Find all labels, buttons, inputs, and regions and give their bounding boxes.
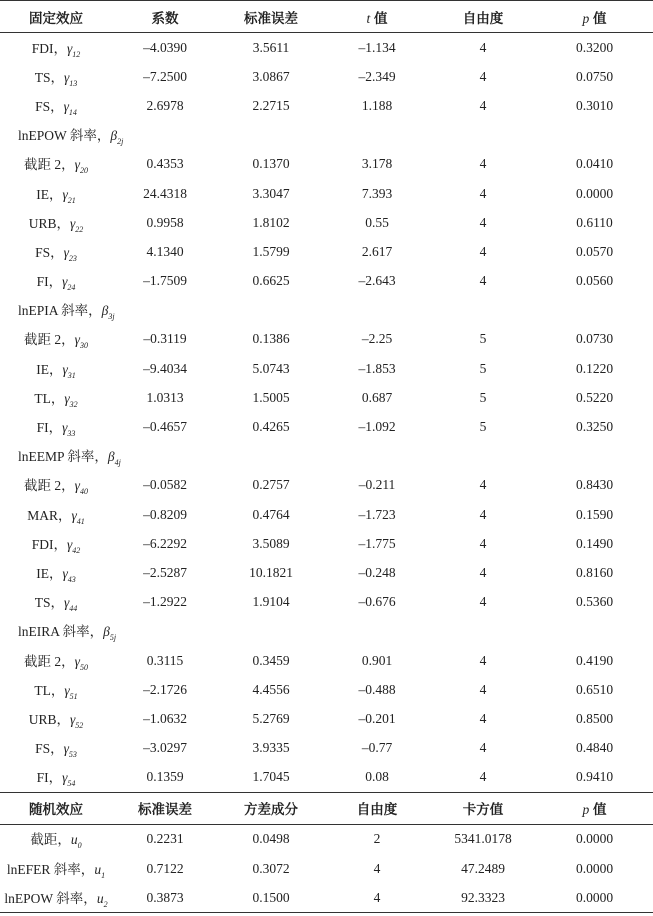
row-label: [0, 91, 112, 120]
value-cell: 4: [479, 185, 487, 201]
value-cell: 0.6510: [575, 681, 614, 697]
group-title-row: [0, 442, 653, 471]
row-subscript: 40: [79, 487, 88, 497]
value-cell: 92.3323: [430, 883, 536, 913]
value-cell: –1.723: [358, 506, 396, 522]
value-cell: 0.3873: [112, 883, 218, 913]
group-title: [0, 617, 653, 646]
value-cell: 0.0570: [575, 243, 614, 259]
value-cell: 0.687: [361, 389, 393, 405]
row-symbol: γ: [63, 69, 70, 85]
table-row: [0, 179, 653, 208]
row-label-text: TS，: [34, 69, 64, 85]
row-symbol: γ: [69, 215, 76, 231]
group-symbol: β: [103, 624, 110, 640]
group-title: [0, 442, 653, 471]
group-subscript: 2j: [117, 137, 124, 147]
group-title-text: lnEPIA 斜率，: [18, 303, 102, 319]
fixed-header-suffix: 值: [374, 10, 388, 26]
row-subscript: 1: [101, 870, 106, 880]
row-symbol: γ: [63, 741, 69, 757]
value-cell: 4: [479, 681, 487, 697]
table-row: [0, 824, 653, 854]
row-subscript: 2: [103, 899, 108, 909]
value-cell: 2.617: [361, 243, 393, 259]
group-subscript: 3j: [108, 312, 115, 322]
group-title-row: [0, 121, 653, 150]
value-cell: –3.0297: [143, 740, 187, 756]
row-subscript: 22: [75, 224, 84, 234]
value-cell: 4: [324, 883, 430, 913]
row-label-text: IE，: [36, 565, 63, 581]
value-cell: 5341.0178: [454, 831, 512, 847]
row-symbol: γ: [62, 420, 68, 436]
value-cell: –0.4657: [143, 419, 187, 435]
group-symbol: β: [110, 128, 118, 144]
table-row: [0, 883, 653, 913]
group-title-text: lnEIRA 斜率，: [18, 624, 104, 640]
row-label: [0, 150, 112, 179]
value-cell: 0.3459: [252, 652, 290, 668]
row-label: [0, 824, 112, 854]
value-cell: 0.1490: [575, 535, 614, 551]
value-cell: –2.25: [361, 331, 393, 347]
row-symbol: γ: [63, 595, 70, 611]
value-cell: 0.0560: [575, 273, 614, 289]
value-cell: –2.5287: [143, 564, 187, 580]
value-cell: 0.6625: [252, 273, 290, 289]
value-cell: 3.0867: [252, 68, 290, 84]
row-label: [0, 325, 112, 354]
row-label: [0, 500, 112, 529]
value-cell: 2.2715: [252, 97, 290, 113]
row-label-text: lnEFER 斜率，: [6, 861, 95, 877]
fixed-header-cell: [536, 1, 653, 33]
row-label-text: IE，: [36, 186, 63, 202]
random-header-suffix: 值: [593, 802, 607, 818]
value-cell: 0.4840: [575, 740, 614, 756]
row-symbol: u: [94, 861, 102, 877]
row-subscript: 44: [69, 604, 78, 614]
row-subscript: 43: [67, 574, 76, 584]
row-label-text: 截距 2，: [24, 332, 75, 348]
row-label: [0, 763, 112, 793]
row-label: [0, 883, 112, 913]
value-cell: 3.3047: [252, 185, 290, 201]
value-cell: 0.0000: [575, 185, 614, 201]
row-subscript: 12: [72, 49, 81, 59]
table-row: [0, 325, 653, 354]
table-row: [0, 354, 653, 383]
table-row: [0, 854, 653, 883]
row-subscript: 24: [67, 283, 76, 293]
value-cell: 0.6110: [576, 214, 613, 230]
value-cell: 3.5611: [252, 39, 290, 55]
row-label: [0, 179, 112, 208]
value-cell: 4: [479, 506, 487, 522]
row-symbol: γ: [63, 98, 69, 114]
row-label: [0, 588, 112, 617]
random-header-var: p: [582, 802, 590, 818]
row-subscript: 41: [76, 516, 85, 526]
value-cell: 0.1590: [575, 506, 614, 522]
table-row: [0, 646, 653, 675]
value-cell: 0.3250: [575, 419, 614, 435]
group-symbol: β: [101, 303, 109, 319]
fixed-header-cell: 系数: [112, 1, 218, 33]
group-title-text: lnEEMP 斜率，: [18, 449, 108, 465]
fixed-header-suffix: 值: [593, 10, 607, 26]
value-cell: 0.9410: [575, 769, 614, 785]
value-cell: –1.7509: [143, 273, 187, 289]
value-cell: –0.488: [358, 681, 396, 697]
table-row: [0, 529, 653, 558]
value-cell: 24.4318: [143, 185, 187, 201]
row-subscript: 23: [68, 253, 77, 263]
value-cell: 0.4265: [252, 419, 290, 435]
fixed-header-cell: [324, 1, 430, 33]
value-cell: 4: [479, 273, 487, 289]
value-cell: 0.5360: [575, 594, 614, 610]
row-label-text: 截距 2，: [24, 478, 75, 494]
value-cell: 0.1500: [218, 883, 324, 913]
value-cell: 0.4190: [575, 652, 614, 668]
value-cell: 0.3072: [252, 860, 290, 876]
table-row: [0, 383, 653, 412]
row-symbol: u: [70, 832, 78, 848]
value-cell: 0.8160: [575, 564, 614, 580]
group-symbol: β: [107, 449, 115, 465]
value-cell: 5.0743: [252, 360, 290, 376]
value-cell: –0.0582: [143, 477, 187, 493]
value-cell: –0.676: [358, 594, 396, 610]
value-cell: 1.5005: [252, 389, 290, 405]
row-subscript: 52: [75, 720, 84, 730]
value-cell: 2: [373, 831, 381, 847]
random-header-row: [0, 792, 653, 824]
table-row: [0, 33, 653, 63]
table-row: [0, 62, 653, 91]
row-subscript: 20: [79, 166, 88, 176]
table-row: [0, 150, 653, 179]
row-label-text: FS，: [35, 98, 64, 114]
row-symbol: γ: [74, 653, 80, 669]
row-symbol: γ: [66, 40, 73, 56]
table-row: [0, 734, 653, 763]
row-symbol: γ: [74, 157, 80, 173]
table-row: [0, 588, 653, 617]
value-cell: 5: [479, 331, 487, 347]
row-label: [0, 383, 112, 412]
value-cell: 0.1370: [252, 156, 290, 172]
row-symbol: γ: [63, 244, 69, 260]
row-label-text: FI，: [36, 770, 63, 786]
value-cell: –2.643: [358, 273, 396, 289]
value-cell: 4: [479, 769, 487, 785]
row-label: [0, 558, 112, 587]
table-row: [0, 208, 653, 237]
row-subscript: 30: [79, 341, 88, 351]
value-cell: 0.4353: [146, 156, 184, 172]
row-subscript: 31: [67, 370, 76, 380]
value-cell: 0.8430: [575, 477, 614, 493]
value-cell: 0.901: [361, 652, 393, 668]
value-cell: –7.2500: [143, 68, 187, 84]
random-header-cell: 卡方值: [430, 792, 536, 824]
value-cell: 4: [479, 564, 487, 580]
value-cell: 4: [479, 243, 487, 259]
value-cell: 0.4764: [252, 506, 290, 522]
value-cell: 4: [479, 39, 487, 55]
value-cell: 4: [479, 214, 487, 230]
table-row: [0, 675, 653, 704]
value-cell: –2.1726: [143, 681, 187, 697]
value-cell: 0.9958: [146, 214, 184, 230]
row-label-text: FS，: [35, 244, 64, 260]
row-subscript: 0: [77, 841, 82, 851]
group-subscript: 5j: [109, 633, 117, 643]
row-label: [0, 734, 112, 763]
row-label-text: FI，: [36, 274, 63, 290]
value-cell: –9.4034: [143, 360, 187, 376]
row-symbol: γ: [64, 390, 70, 406]
group-title-row: [0, 617, 653, 646]
row-symbol: γ: [62, 361, 68, 377]
row-subscript: 21: [67, 195, 76, 205]
table-row: [0, 471, 653, 500]
table-row: [0, 91, 653, 120]
value-cell: 4: [479, 97, 487, 113]
value-cell: 5: [479, 389, 487, 405]
value-cell: 0.0730: [575, 331, 614, 347]
row-label: [0, 33, 112, 63]
value-cell: 1.0313: [146, 389, 184, 405]
row-label-text: MAR，: [27, 507, 72, 523]
group-title: [0, 296, 653, 325]
random-header-cell: 标准误差: [112, 792, 218, 824]
value-cell: –6.2292: [143, 535, 187, 551]
value-cell: 5: [479, 360, 487, 376]
group-title: [0, 121, 653, 150]
value-cell: 1.9104: [252, 594, 290, 610]
value-cell: 0.08: [365, 769, 389, 785]
value-cell: 0.5220: [575, 389, 614, 405]
row-label: [0, 854, 112, 883]
value-cell: 0.1220: [575, 360, 614, 376]
row-label: [0, 267, 112, 296]
value-cell: 0.3115: [146, 652, 184, 668]
fixed-header-cell: 自由度: [430, 1, 536, 33]
row-symbol: γ: [69, 711, 76, 727]
value-cell: 4: [479, 740, 487, 756]
row-label-text: FI，: [36, 420, 63, 436]
row-symbol: γ: [62, 770, 68, 786]
row-label: [0, 62, 112, 91]
row-label: [0, 529, 112, 558]
group-subscript: 4j: [114, 458, 121, 468]
row-symbol: γ: [64, 682, 70, 698]
value-cell: –4.0390: [143, 39, 187, 55]
value-cell: 5: [479, 419, 487, 435]
value-cell: 7.393: [361, 185, 393, 201]
row-subscript: 42: [72, 545, 81, 555]
fixed-header-cell: 固定效应: [0, 1, 112, 33]
group-title-text: lnEPOW 斜率，: [18, 128, 111, 144]
row-symbol: γ: [66, 536, 73, 552]
value-cell: 4: [479, 68, 487, 84]
value-cell: 3.178: [361, 156, 393, 172]
value-cell: –1.0632: [143, 710, 187, 726]
row-label-text: 截距 2，: [24, 157, 75, 173]
value-cell: –1.853: [358, 360, 396, 376]
value-cell: –0.8209: [143, 506, 187, 522]
row-label-text: IE，: [36, 361, 63, 377]
fixed-header-var: t: [366, 10, 371, 26]
fixed-header-cell: 标准误差: [218, 1, 324, 33]
value-cell: 10.1821: [249, 564, 293, 580]
row-label: [0, 412, 112, 441]
row-subscript: 51: [69, 691, 78, 701]
row-label-text: FDI，: [31, 536, 67, 552]
value-cell: 1.8102: [252, 214, 290, 230]
row-label-text: FDI，: [31, 40, 67, 56]
value-cell: 0.8500: [575, 710, 614, 726]
row-subscript: 32: [69, 399, 78, 409]
row-symbol: γ: [74, 478, 80, 494]
fixed-header-var: p: [582, 10, 590, 26]
value-cell: 0.0000: [575, 860, 614, 876]
row-symbol: γ: [62, 565, 68, 581]
value-cell: 4.4556: [252, 681, 290, 697]
row-label-text: FS，: [35, 741, 64, 757]
row-symbol: u: [96, 890, 104, 906]
value-cell: 0.0000: [575, 831, 614, 847]
row-subscript: 50: [79, 662, 88, 672]
fixed-header-row: [0, 1, 653, 33]
row-label: [0, 704, 112, 733]
value-cell: 2.6978: [146, 97, 184, 113]
row-label-text: 截距 2，: [24, 653, 75, 669]
row-subscript: 54: [67, 779, 76, 789]
row-label-text: lnEPOW 斜率，: [4, 890, 97, 906]
row-symbol: γ: [71, 507, 77, 523]
row-label-text: TL，: [34, 682, 65, 698]
table-row: [0, 412, 653, 441]
value-cell: –0.201: [358, 710, 396, 726]
value-cell: 0.2231: [146, 831, 184, 847]
table-row: [0, 704, 653, 733]
value-cell: 4: [479, 710, 487, 726]
value-cell: –0.248: [358, 564, 396, 580]
table-row: [0, 558, 653, 587]
value-cell: 0.0000: [536, 883, 653, 913]
row-label: [0, 646, 112, 675]
random-header-cell: 方差成分: [218, 792, 324, 824]
row-label: [0, 675, 112, 704]
row-label: [0, 354, 112, 383]
value-cell: –1.775: [358, 535, 396, 551]
table-row: [0, 267, 653, 296]
row-label: [0, 208, 112, 237]
value-cell: 1.5799: [252, 243, 290, 259]
row-subscript: 53: [68, 750, 77, 760]
value-cell: 4: [479, 594, 487, 610]
value-cell: –0.77: [361, 740, 393, 756]
value-cell: 3.5089: [252, 535, 290, 551]
row-subscript: 14: [68, 107, 77, 117]
row-symbol: γ: [74, 332, 80, 348]
value-cell: 0.55: [365, 214, 389, 230]
row-subscript: 13: [69, 78, 78, 88]
value-cell: 4: [479, 652, 487, 668]
value-cell: –0.3119: [143, 331, 187, 347]
value-cell: 0.0750: [575, 68, 614, 84]
group-title-row: [0, 296, 653, 325]
row-symbol: γ: [62, 186, 68, 202]
random-header-cell: 自由度: [324, 792, 430, 824]
value-cell: 3.9335: [252, 740, 290, 756]
table-row: [0, 237, 653, 266]
value-cell: –1.092: [358, 419, 396, 435]
value-cell: 4.1340: [146, 243, 184, 259]
value-cell: 0.2757: [252, 477, 290, 493]
random-header-cell: 随机效应: [0, 792, 112, 824]
value-cell: –0.211: [358, 477, 396, 493]
value-cell: 5.2769: [252, 710, 290, 726]
value-cell: –1.2922: [143, 594, 187, 610]
row-label-text: URB，: [28, 711, 70, 727]
value-cell: 0.1386: [252, 331, 290, 347]
row-label: [0, 237, 112, 266]
value-cell: 47.2489: [461, 860, 505, 876]
value-cell: 0.0410: [575, 156, 614, 172]
row-symbol: γ: [62, 274, 68, 290]
value-cell: 4: [479, 535, 487, 551]
value-cell: –2.349: [358, 68, 396, 84]
value-cell: –1.134: [358, 39, 396, 55]
table-row: [0, 500, 653, 529]
value-cell: 0.1359: [146, 769, 184, 785]
value-cell: 0.3200: [575, 39, 614, 55]
row-subscript: 33: [67, 429, 76, 439]
row-label-text: URB，: [28, 215, 70, 231]
results-table-body: [0, 1, 653, 913]
value-cell: 0.3010: [575, 97, 614, 113]
row-label-text: 截距，: [30, 832, 71, 848]
value-cell: 4: [479, 156, 487, 172]
value-cell: 4: [479, 477, 487, 493]
value-cell: 1.188: [361, 97, 393, 113]
value-cell: 0.0498: [252, 831, 290, 847]
row-label: [0, 471, 112, 500]
value-cell: 1.7045: [252, 769, 290, 785]
row-label-text: TS，: [34, 595, 64, 611]
random-header-cell: [536, 792, 653, 824]
value-cell: 4: [373, 860, 381, 876]
table-row: [0, 763, 653, 793]
value-cell: 0.7122: [146, 860, 184, 876]
row-label-text: TL，: [34, 390, 65, 406]
